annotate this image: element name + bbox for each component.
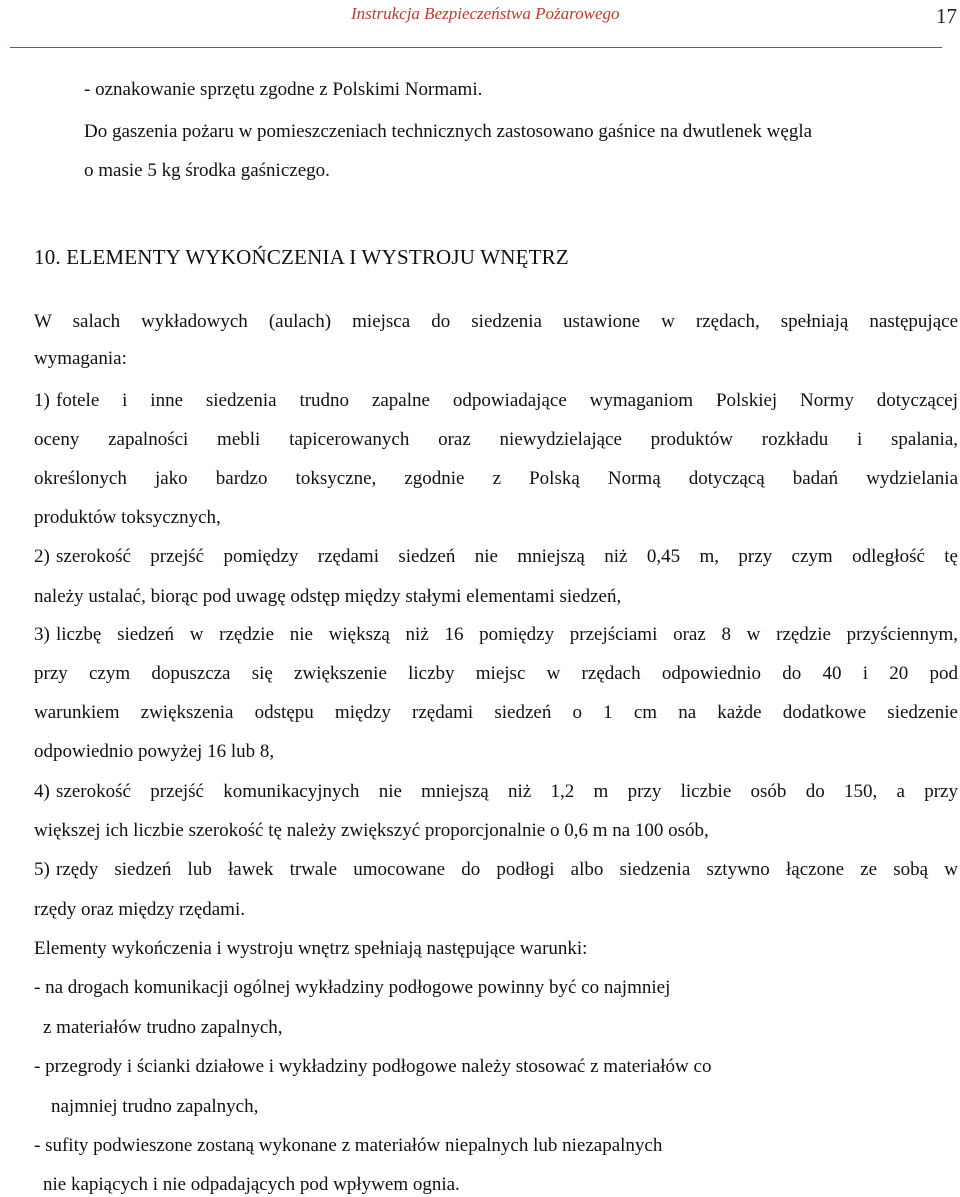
- list-item-line: przy czym dopuszcza się zwiększenie liczby miejsc w rzędach odpowiednio do 40 i 20 pod: [34, 663, 958, 684]
- paragraph-line: wymagania:: [34, 348, 127, 369]
- intro-line: - oznakowanie sprzętu zgodne z Polskimi Normami.: [84, 79, 483, 100]
- paragraph-line: Elementy wykończenia i wystroju wnętrz spełniają następujące warunki:: [34, 938, 588, 959]
- list-item-line: produktów toksycznych,: [34, 507, 221, 528]
- list-item-line: warunkiem zwiększenia odstępu między rzędami siedzeń o 1 cm na każde dodatkowe siedzenie: [34, 702, 958, 723]
- list-item-number: 3): [34, 624, 50, 645]
- list-item-number: 5): [34, 859, 50, 880]
- list-item-number: 2): [34, 546, 50, 567]
- paragraph-line: W salach wykładowych (aulach) miejsca do siedzenia ustawione w rzędach, spełniają następujące: [34, 311, 958, 332]
- list-item-line: szerokość przejść pomiędzy rzędami siedzeń nie mniejszą niż 0,45 m, przy czym odległość tę: [56, 546, 958, 567]
- list-item-line: rzędy siedzeń lub ławek trwale umocowane do podłogi albo siedzenia sztywno łączone ze sobą w: [56, 859, 958, 880]
- bullet-line: najmniej trudno zapalnych,: [51, 1096, 259, 1117]
- list-item-line: określonych jako bardzo toksyczne, zgodnie z Polską Normą dotyczącą badań wydzielania: [34, 468, 958, 489]
- bullet-line: nie kapiących i nie odpadających pod wpływem ognia.: [43, 1174, 460, 1195]
- header-divider: [10, 47, 942, 48]
- section-heading: 10. ELEMENTY WYKOŃCZENIA I WYSTROJU WNĘTRZ: [34, 245, 569, 269]
- list-item-line: większej ich liczbie szerokość tę należy zwiększyć proporcjonalnie o 0,6 m na 100 osób,: [34, 820, 709, 841]
- list-item-number: 4): [34, 781, 50, 802]
- list-item-number: 1): [34, 390, 50, 411]
- page-number: 17: [936, 4, 957, 28]
- intro-line: Do gaszenia pożaru w pomieszczeniach technicznych zastosowano gaśnice na dwutlenek węgla: [84, 121, 813, 142]
- list-item-line: rzędy oraz między rzędami.: [34, 899, 245, 920]
- list-item-line: liczbę siedzeń w rzędzie nie większą niż 16 pomiędzy przejściami oraz 8 w rzędzie przyściennym,: [56, 624, 958, 645]
- list-item-line: fotele i inne siedzenia trudno zapalne odpowiadające wymaganiom Polskiej Normy dotyczącej: [56, 390, 958, 411]
- bullet-line: - na drogach komunikacji ogólnej wykładziny podłogowe powinny być co najmniej: [34, 977, 671, 998]
- intro-line: o masie 5 kg środka gaśniczego.: [84, 160, 330, 181]
- list-item-line: należy ustalać, biorąc pod uwagę odstęp między stałymi elementami siedzeń,: [34, 586, 622, 607]
- bullet-line: - sufity podwieszone zostaną wykonane z materiałów niepalnych lub niezapalnych: [34, 1135, 663, 1156]
- list-item-line: oceny zapalności mebli tapicerowanych oraz niewydzielające produktów rozkładu i spalania,: [34, 429, 958, 450]
- bullet-line: z materiałów trudno zapalnych,: [43, 1017, 283, 1038]
- list-item-line: odpowiednio powyżej 16 lub 8,: [34, 741, 275, 762]
- header-title: Instrukcja Bezpieczeństwa Pożarowego: [351, 4, 620, 23]
- list-item-line: szerokość przejść komunikacyjnych nie mniejszą niż 1,2 m przy liczbie osób do 150, a przy: [56, 781, 958, 802]
- bullet-line: - przegrody i ścianki działowe i wykładziny podłogowe należy stosować z materiałów co: [34, 1056, 712, 1077]
